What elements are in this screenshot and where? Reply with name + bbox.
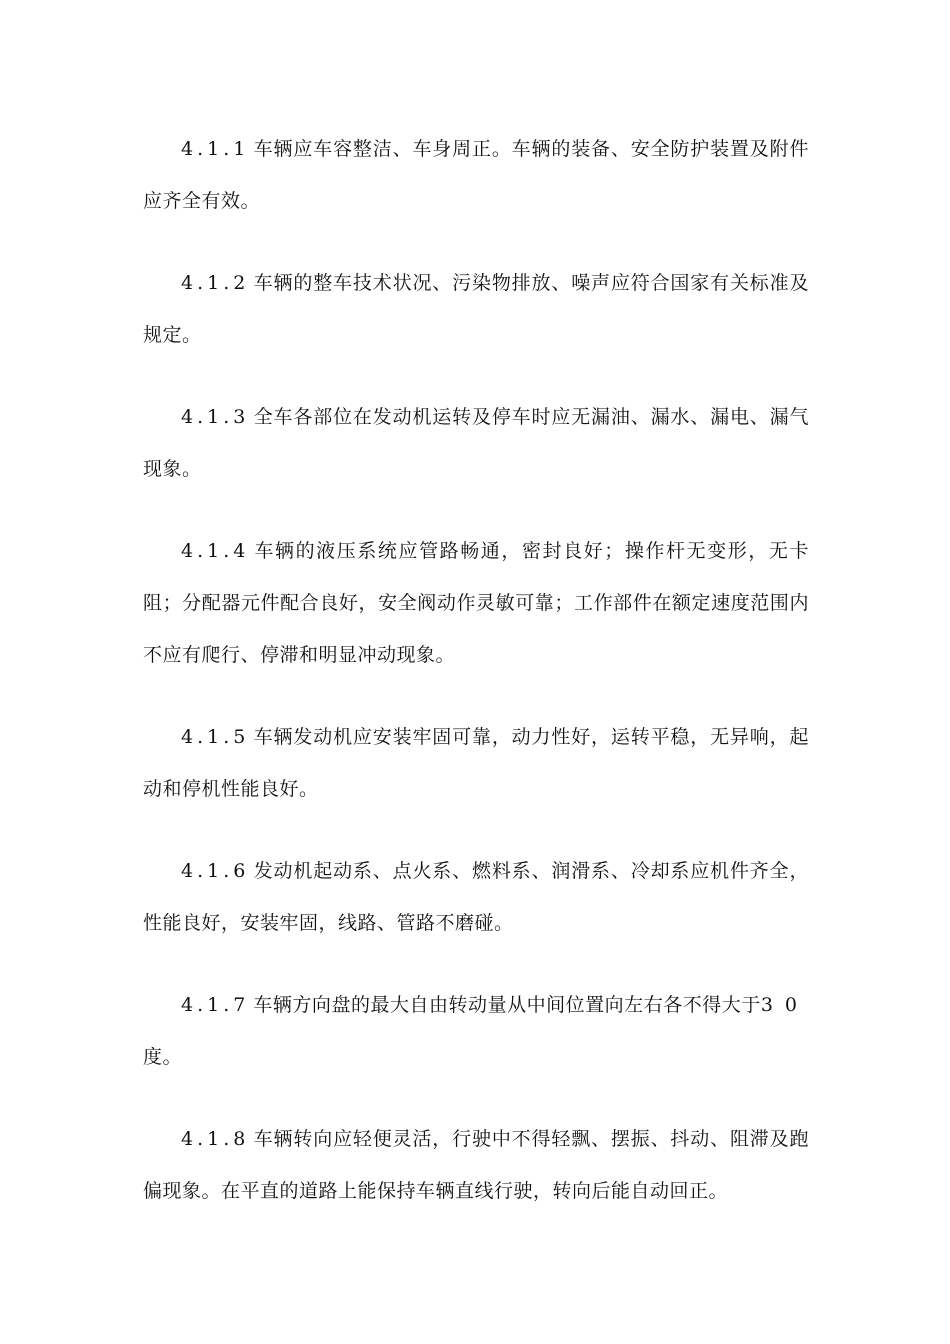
clause-number: 4.1.4: [181, 540, 250, 562]
clause-number: 4.1.1: [181, 138, 250, 160]
clause-text: 全车各部位在发动机运转及停车时应无漏油、漏水、漏电、漏气现象。: [143, 406, 809, 480]
clause-text: 车辆的液压系统应管路畅通，密封良好；操作杆无变形，无卡阻；分配器元件配合良好，安全阀动作灵敏可靠；工作部件在额定速度范围内不应有爬行、停滞和明显冲动现象。: [143, 540, 809, 666]
clause-text: 发动机起动系、点火系、燃料系、润滑系、冷却系应机件齐全，性能良好，安装牢固，线路、管路不磨碰。: [143, 860, 809, 934]
clause-4-1-2: [143, 257, 809, 361]
clause-number: 4.1.2: [181, 272, 250, 294]
clause-4-1-7: [143, 979, 809, 1083]
clause-4-1-6: [143, 845, 809, 949]
clause-4-1-4: [143, 525, 809, 681]
clause-4-1-1: [143, 123, 809, 227]
clause-text: 车辆应车容整洁、车身周正。车辆的装备、安全防护装置及附件应齐全有效。: [143, 138, 809, 212]
clause-text: 车辆发动机应安装牢固可靠，动力性好，运转平稳，无异响，起动和停机性能良好。: [143, 726, 809, 800]
clause-number: 4.1.3: [181, 406, 250, 428]
clause-text: 车辆转向应轻便灵活，行驶中不得轻飘、摆振、抖动、阻滞及跑偏现象。在平直的道路上能保持车辆直线行驶，转向后能自动回正。: [143, 1128, 809, 1202]
clause-number: 4.1.7: [181, 994, 250, 1016]
document-body: [143, 123, 809, 1217]
clause-text: 车辆方向盘的最大自由转动量从中间位置向左右各不得大于: [253, 994, 761, 1016]
clause-text: 车辆的整车技术状况、污染物排放、噪声应符合国家有关标准及规定。: [143, 272, 809, 346]
clause-number: 4.1.5: [181, 726, 250, 748]
clause-value: 30: [760, 994, 809, 1016]
clause-4-1-8: [143, 1113, 809, 1217]
clause-text-end: 度。: [143, 1046, 183, 1068]
clause-number: 4.1.8: [181, 1128, 250, 1150]
clause-4-1-3: [143, 391, 809, 495]
clause-4-1-5: [143, 711, 809, 815]
clause-number: 4.1.6: [181, 860, 250, 882]
